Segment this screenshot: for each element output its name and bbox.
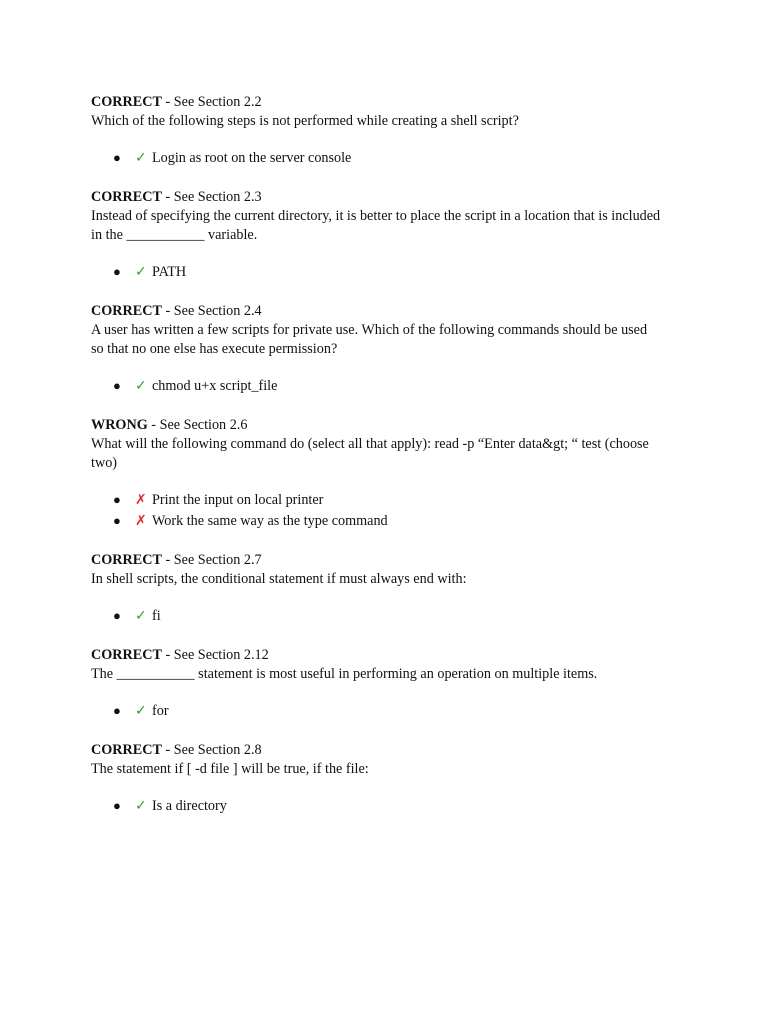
answer-item	[91, 262, 661, 282]
question-block	[91, 302, 661, 396]
question-header	[91, 416, 661, 435]
bullet-icon: ●	[113, 492, 121, 507]
question-text: The statement if [ -d file ] will be true, if the file:	[91, 761, 369, 777]
section-reference: - See Section 2.2	[161, 94, 262, 110]
result-status: CORRECT	[91, 552, 162, 568]
check-icon: ✓	[135, 798, 147, 814]
question-text: Which of the following steps is not performed while creating a shell script?	[91, 113, 519, 129]
answer-list	[91, 701, 661, 721]
question-header	[91, 646, 661, 665]
check-icon: ✓	[135, 264, 147, 280]
answer-list	[91, 796, 661, 816]
bullet-icon: ●	[113, 513, 121, 528]
answer-text: fi	[152, 608, 161, 624]
result-status: CORRECT	[91, 94, 162, 110]
question-header	[91, 551, 661, 570]
question-block	[91, 416, 661, 531]
bullet-icon: ●	[113, 608, 121, 623]
answer-list	[91, 262, 661, 282]
bullet-icon: ●	[113, 703, 121, 718]
question-block	[91, 646, 661, 721]
question-text: Instead of specifying the current directory, it is better to place the script in a location that is included in the ___________ variable.	[91, 208, 661, 243]
question-text: In shell scripts, the conditional statement if must always end with:	[91, 571, 467, 587]
section-reference: - See Section 2.7	[161, 552, 262, 568]
answer-item	[91, 148, 661, 168]
question-block	[91, 741, 661, 816]
answer-text: chmod u+x script_file	[152, 378, 278, 394]
section-reference: - See Section 2.3	[161, 189, 262, 205]
answer-list	[91, 376, 661, 396]
answer-text: Is a directory	[152, 798, 227, 814]
result-status: CORRECT	[91, 647, 162, 663]
quiz-results	[91, 93, 661, 836]
bullet-icon: ●	[113, 798, 121, 813]
answer-text: for	[152, 703, 169, 719]
question-block	[91, 188, 661, 282]
question-block	[91, 93, 661, 168]
result-status: CORRECT	[91, 303, 162, 319]
question-block	[91, 551, 661, 626]
answer-list	[91, 148, 661, 168]
section-reference: - See Section 2.8	[161, 742, 262, 758]
answer-list	[91, 490, 661, 531]
answer-item	[91, 796, 661, 816]
check-icon: ✓	[135, 703, 147, 719]
question-header	[91, 188, 661, 207]
question-text: The ___________ statement is most useful in performing an operation on multiple items.	[91, 666, 598, 682]
answer-item	[91, 511, 661, 531]
bullet-icon: ●	[113, 378, 121, 393]
question-header	[91, 93, 661, 112]
section-reference: - See Section 2.12	[161, 647, 269, 663]
answer-text: Login as root on the server console	[152, 150, 352, 166]
answer-text: PATH	[152, 264, 187, 280]
check-icon: ✓	[135, 608, 147, 624]
bullet-icon: ●	[113, 264, 121, 279]
question-header	[91, 741, 661, 760]
section-reference: - See Section 2.6	[147, 417, 248, 433]
question-text: A user has written a few scripts for private use. Which of the following commands should be used so that no one else has execute permission?	[91, 322, 648, 357]
question-text: What will the following command do (select all that apply): read -p “Enter data&gt; “ test (choose two)	[91, 436, 649, 471]
answer-item	[91, 701, 661, 721]
result-status: CORRECT	[91, 742, 162, 758]
section-reference: - See Section 2.4	[161, 303, 262, 319]
check-icon: ✓	[135, 150, 147, 166]
cross-icon: ✗	[135, 492, 147, 508]
result-status: WRONG	[91, 417, 148, 433]
answer-text: Print the input on local printer	[152, 492, 324, 508]
check-icon: ✓	[135, 378, 147, 394]
answer-item	[91, 606, 661, 626]
answer-item	[91, 490, 661, 510]
answer-list	[91, 606, 661, 626]
answer-text: Work the same way as the type command	[152, 513, 388, 529]
question-header	[91, 302, 661, 321]
bullet-icon: ●	[113, 150, 121, 165]
answer-item	[91, 376, 661, 396]
result-status: CORRECT	[91, 189, 162, 205]
cross-icon: ✗	[135, 513, 147, 529]
